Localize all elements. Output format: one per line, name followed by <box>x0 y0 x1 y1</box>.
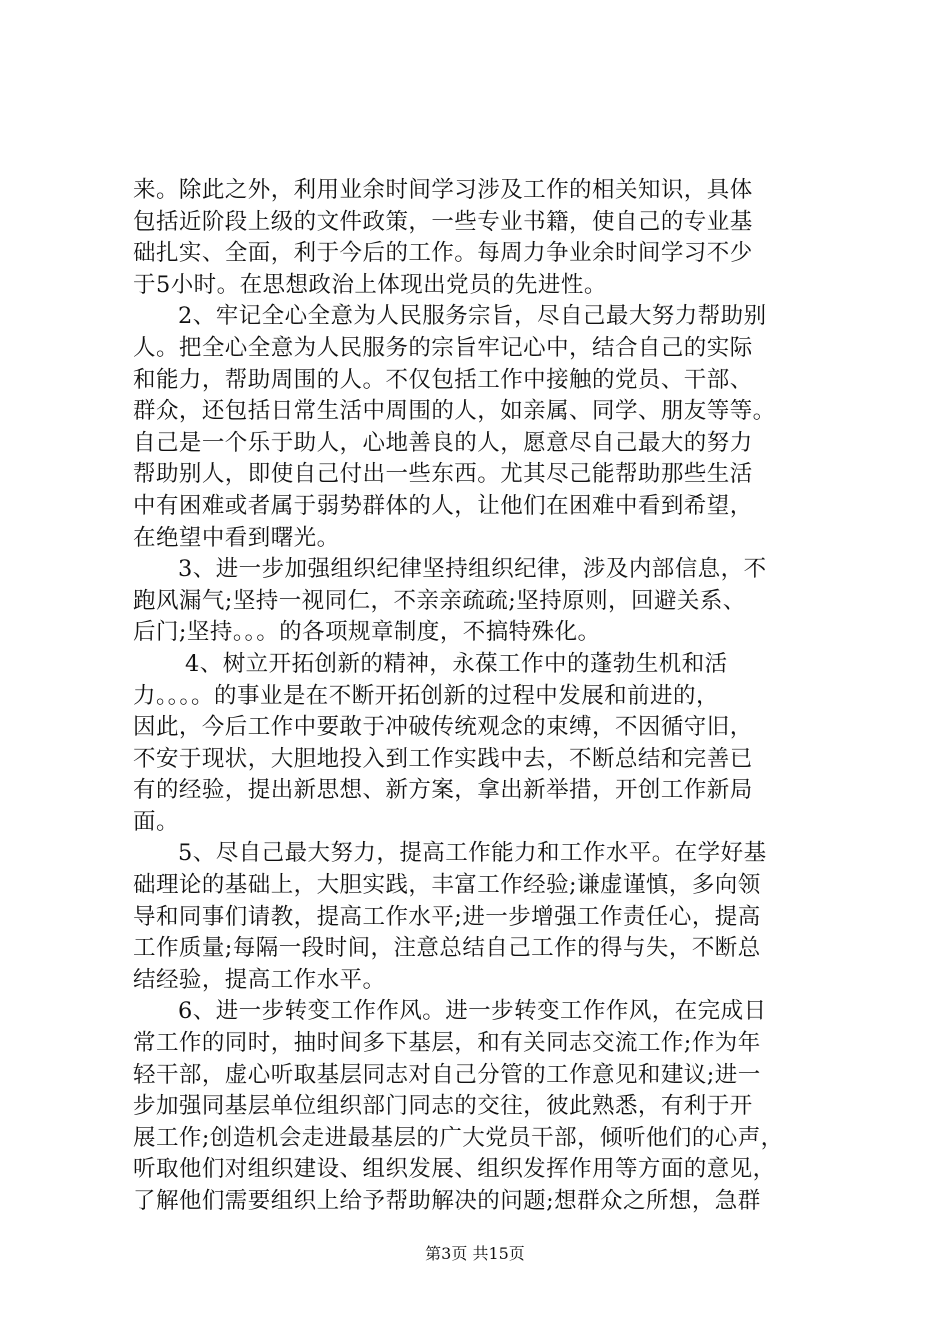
page-number-footer: 第3页 共15页 <box>425 1244 525 1263</box>
text-line: 包括近阶段上级的文件政策，一些专业书籍，使自己的专业基 <box>133 208 753 235</box>
text-line: 群众，还包括日常生活中周围的人，如亲属、同学、朋友等等。 <box>133 398 776 425</box>
text-line: 来。除此之外，利用业余时间学习涉及工作的相关知识，具体 <box>133 177 753 203</box>
text-line: 和能力，帮助周围的人。不仅包括工作中接触的党员、干部、 <box>133 366 753 393</box>
paragraph-3-start: 3、进一步加强组织纪律坚持组织纪律，涉及内部信息，不 <box>178 556 767 583</box>
document-body <box>133 175 823 1218</box>
text-line: 在绝望中看到曙光。 <box>133 524 340 551</box>
text-line: 常工作的同时，抽时间多下基层，和有关同志交流工作;作为年 <box>133 1030 761 1057</box>
text-line: 了解他们需要组织上给予帮助解决的问题;想群众之所想，急群 <box>133 1188 761 1214</box>
text-line: 跑风漏气;坚持一视同仁，不亲亲疏疏;坚持原则，回避关系、 <box>133 587 746 614</box>
text-line: 导和同事们请教，提高工作水平;进一步增强工作责任心，提高 <box>133 903 761 930</box>
text-line: 展工作;创造机会走进最基层的广大党员干部，倾听他们的心声， <box>133 1124 784 1151</box>
text-line: 听取他们对组织建设、组织发展、组织发挥作用等方面的意见， <box>133 1156 776 1183</box>
text-line: 工作质量;每隔一段时间，注意总结自己工作的得与失，不断总 <box>133 935 761 962</box>
text-line: 轻干部，虚心听取基层同志对自己分管的工作意见和建议;进一 <box>133 1061 761 1088</box>
paragraph-4-start: 4、树立开拓创新的精神，永葆工作中的蓬勃生机和活 <box>185 650 728 677</box>
text-line: 因此，今后工作中要敢于冲破传统观念的束缚，不因循守旧， <box>133 714 753 741</box>
text-line: 人。把全心全意为人民服务的宗旨牢记心中，结合自己的实际 <box>133 334 753 361</box>
text-line: 础理论的基础上，大胆实践，丰富工作经验;谦虚谨慎，多向领 <box>133 872 761 899</box>
text-line: 结经验，提高工作水平。 <box>133 966 386 993</box>
text-line: 力。。。。的事业是在不断开拓创新的过程中发展和前进的， <box>133 682 719 709</box>
text-line: 有的经验，提出新思想、新方案，拿出新举措，开创工作新局 <box>133 777 753 804</box>
text-line: 础扎实、全面，利于今后的工作。每周力争业余时间学习不少 <box>133 240 753 267</box>
paragraph-2-start: 2、牢记全心全意为人民服务宗旨，尽自己最大努力帮助别 <box>178 303 767 330</box>
text-line: 不安于现状，大胆地投入到工作实践中去，不断总结和完善已 <box>133 745 753 772</box>
text-line: 步加强同基层单位组织部门同志的交往，彼此熟悉，有利于开 <box>133 1093 753 1120</box>
paragraph-5-start: 5、尽自己最大努力，提高工作能力和工作水平。在学好基 <box>178 840 767 867</box>
text-line: 中有困难或者属于弱势群体的人，让他们在困难中看到希望， <box>133 492 753 519</box>
text-line: 面。 <box>133 808 179 835</box>
paragraph-6-start: 6、进一步转变工作作风。进一步转变工作作风，在完成日 <box>178 998 767 1025</box>
text-line: 自己是一个乐于助人，心地善良的人，愿意尽自己最大的努力 <box>133 429 753 456</box>
text-line: 于5小时。在思想政治上体现出党员的先进性。 <box>133 271 607 298</box>
text-line: 帮助别人，即使自己付出一些东西。尤其尽己能帮助那些生活 <box>133 461 753 488</box>
text-line: 后门;坚持。。。的各项规章制度，不搞特殊化。 <box>133 619 601 646</box>
